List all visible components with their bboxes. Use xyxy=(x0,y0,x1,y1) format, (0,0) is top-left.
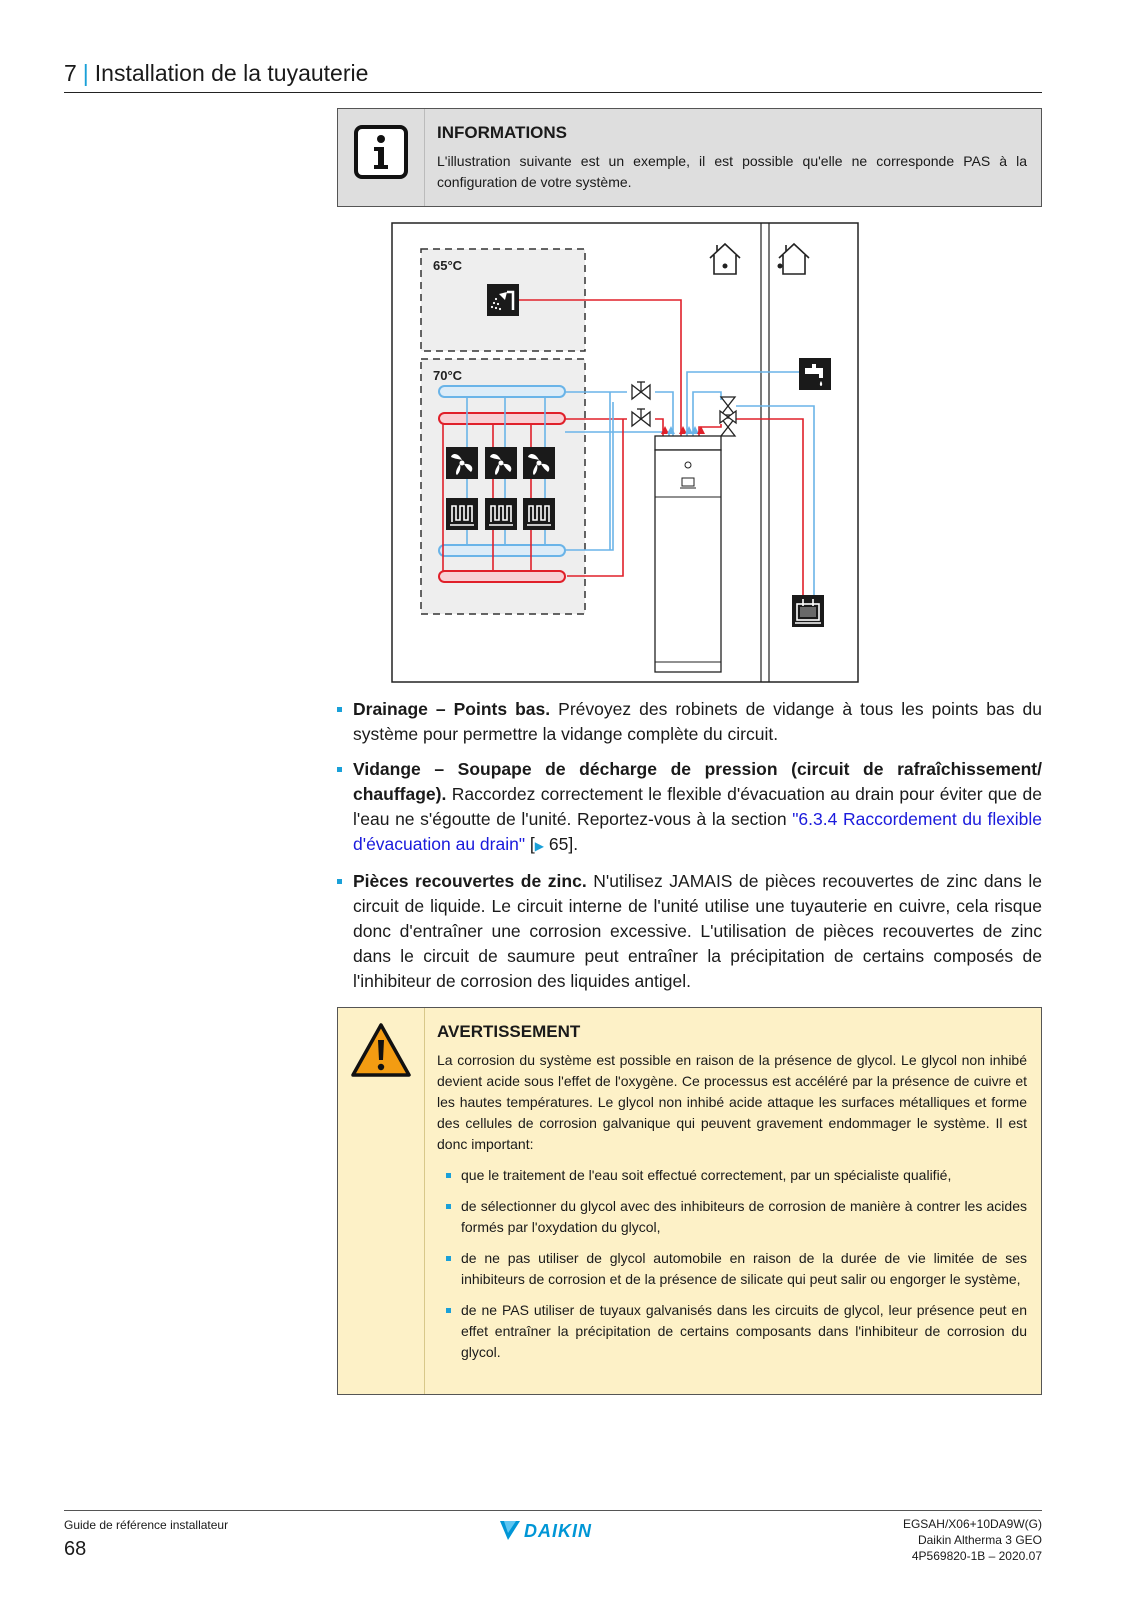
page-ref[interactable]: 65 xyxy=(544,834,569,854)
shower-icon xyxy=(487,284,519,316)
bullet-lead: Drainage – Points bas. xyxy=(353,699,551,719)
fan-coil-icon xyxy=(485,447,517,479)
info-icon xyxy=(353,124,409,180)
info-note-title: INFORMATIONS xyxy=(437,123,568,142)
warning-list xyxy=(437,1165,1027,1363)
warning-list-item xyxy=(437,1165,1027,1186)
warning-item-text: de ne pas utiliser de glycol automobile en raison de la durée de vie limitée de ses inhibiteurs de corrosion et de la présence de silicate qui peut salir ou engorger le système, xyxy=(461,1250,1027,1287)
bullet-list xyxy=(337,697,1042,1004)
bullet-item xyxy=(337,869,1042,994)
section-link[interactable]: "6.3.4 Raccordement du flexible d'évacuation au drain" xyxy=(353,809,1042,854)
warning-icon xyxy=(350,1022,412,1078)
page-number: 68 xyxy=(64,1538,87,1560)
page-header xyxy=(64,58,1042,93)
zone-temp-65: 65°C xyxy=(433,258,463,273)
zone-temp-70: 70°C xyxy=(433,368,463,383)
piping-diagram xyxy=(391,222,859,683)
underfloor-heating-icon xyxy=(485,498,517,530)
bullet-item xyxy=(337,757,1042,859)
underfloor-heating-icon xyxy=(523,498,555,530)
bullet-lead: Vidange – Soupape de décharge de pression (circuit de rafraîchissement/ chauffage). xyxy=(353,759,1042,804)
page-title: Installation de la tuyauterie xyxy=(94,60,369,86)
page-ref-close: ]. xyxy=(568,834,579,854)
page-ref-open: [ xyxy=(525,834,535,854)
footer-doc-ref: 4P569820-1B – 2020.07 xyxy=(911,1549,1042,1563)
warning-list-item xyxy=(437,1248,1027,1290)
indoor-unit xyxy=(655,436,721,672)
warning-item-text: de sélectionner du glycol avec des inhibiteurs de corrosion de manière à contrer les acides formés par l'oxydation du glycol, xyxy=(461,1198,1027,1235)
warning-note xyxy=(337,1007,1042,1395)
page-ref-arrow-icon: ▶ xyxy=(534,839,545,853)
fan-coil-icon xyxy=(523,447,555,479)
info-icon-column xyxy=(338,109,425,206)
brand-name: DAIKIN xyxy=(524,1521,592,1541)
chapter-number: 7 xyxy=(64,60,77,86)
fan-coil-icon xyxy=(446,447,478,479)
daikin-logo xyxy=(498,1517,610,1543)
warning-list-item xyxy=(437,1300,1027,1363)
tap-water-icon xyxy=(799,358,831,390)
bullet-item xyxy=(337,697,1042,747)
footer-guide-title: Guide de référence installateur xyxy=(64,1518,229,1532)
bullet-lead: Pièces recouvertes de zinc. xyxy=(353,871,587,891)
warning-icon-column xyxy=(338,1008,425,1394)
bullet-text: Prévoyez des robinets de vidange à tous les points bas du système pour permettre la vidange complète du circuit. xyxy=(353,699,1042,744)
warning-item-text: de ne PAS utiliser de tuyaux galvanisés dans les circuits de glycol, leur présence peut en effet entraîner la précipitation de certains composants dans l'inhibiteur de corrosion du glycol. xyxy=(461,1302,1027,1360)
info-note xyxy=(337,108,1042,207)
bullet-text: Raccordez correctement le flexible d'évacuation au drain pour éviter que de l'eau ne s'égoutte de l'unité. Reportez-vous à la section xyxy=(353,784,1042,829)
header-separator: | xyxy=(82,60,89,86)
warning-note-title: AVERTISSEMENT xyxy=(437,1022,581,1041)
footer-doc-info xyxy=(903,1516,1042,1564)
footer-model: EGSAH/X06+10DA9W(G) xyxy=(902,1517,1042,1531)
footer-product: Daikin Altherma 3 GEO xyxy=(917,1533,1042,1547)
underfloor-heating-icon xyxy=(446,498,478,530)
footer-rule xyxy=(64,1510,1042,1511)
brine-collector-icon xyxy=(792,595,824,627)
warning-list-item xyxy=(437,1196,1027,1238)
bullet-text: N'utilisez JAMAIS de pièces recouvertes de zinc dans le circuit de liquide. Le circuit interne de l'unité utilise une tuyauterie en cuivre, cela risque donc d'entraîner une corrosion excessive. L'utilisation de pièces recouvertes de zinc dans le circuit de saumure peut entraîner la précipitation de certains composés de l'inhibiteur de corrosion des liquides antigel. xyxy=(353,871,1043,991)
info-note-text: L'illustration suivante est un exemple, il est possible qu'elle ne corresponde PAS à la configuration de votre système. xyxy=(437,153,1027,190)
warning-note-text: La corrosion du système est possible en raison de la présence de glycol. Le glycol non inhibé devient acide sous l'effet de l'oxygène. Ce processus est accéléré par la présence de cuivre et les hautes températures. Le glycol non inhibé acide attaque les surfaces métalliques et forme des cellules de corrosion galvanique qui peuvent gravement endommager le système. Il est donc important: xyxy=(437,1052,1027,1152)
warning-item-text: que le traitement de l'eau soit effectué correctement, par un spécialiste qualifié, xyxy=(461,1167,952,1183)
